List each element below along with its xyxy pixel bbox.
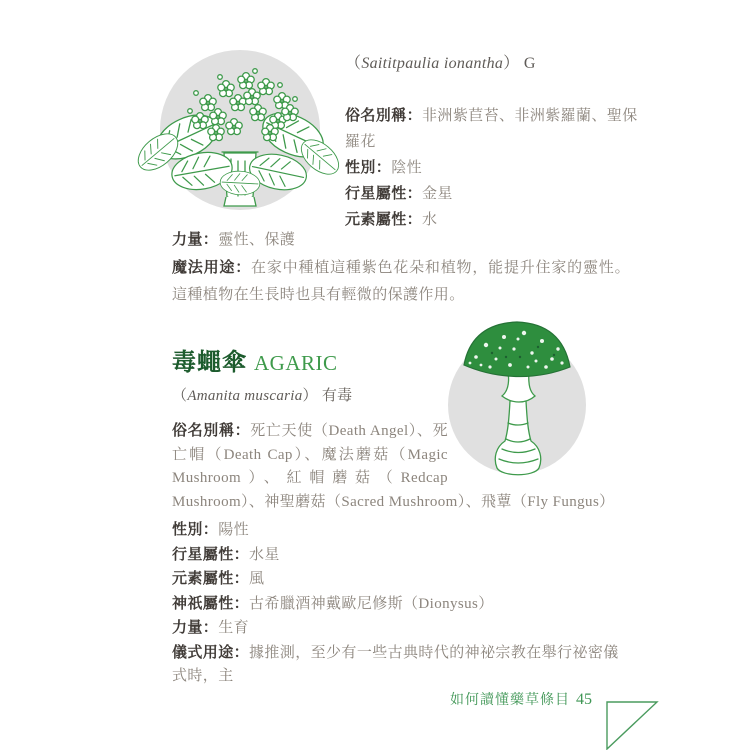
violet-latin-name	[345, 50, 536, 73]
agaric-header	[172, 342, 352, 405]
field-common-names: 俗名別稱：非洲紫苣苔、非洲紫羅蘭、聖保羅花	[345, 107, 638, 150]
paren-open: （	[345, 55, 362, 72]
african-violet-illustration	[130, 45, 350, 220]
footer-section-title: 如何讀懂藥草條目	[450, 691, 570, 707]
field-magical-uses: 魔法用途：在家中種植這種紫色花朵和植物，能提升住家的靈性。這種植物在生長時也具有輕微的保護作用。	[172, 259, 630, 303]
agaric-body	[172, 419, 630, 689]
field-planet: 行星屬性：金星	[345, 185, 453, 202]
paren-close: ）	[503, 55, 520, 72]
illustration-wrap-spacer	[448, 419, 630, 490]
paren-open: （	[172, 388, 188, 404]
violet-fields	[345, 103, 639, 233]
agaric-title-zh: 毒蠅傘	[172, 349, 247, 376]
agaric-binomial: Amanita muscaria	[187, 388, 303, 404]
field-gender: 性別：陽性	[172, 521, 250, 538]
violet-latin-suffix: G	[523, 55, 536, 72]
field-powers: 力量：靈性、保護	[172, 231, 296, 248]
field-element: 元素屬性：水	[345, 211, 438, 228]
field-powers: 力量：生育	[172, 619, 250, 636]
field-gender: 性別：陰性	[345, 159, 423, 176]
violet-bottom-fields	[172, 226, 630, 309]
agaric-title	[172, 342, 352, 377]
paren-close: ）	[302, 388, 318, 404]
agaric-title-en: AGARIC	[254, 351, 338, 375]
agaric-latin-name	[172, 384, 352, 405]
violet-binomial: Saititpaulia ionantha	[361, 55, 504, 72]
poison-warning: 有毒	[321, 387, 353, 404]
field-element: 元素屬性：風	[172, 570, 265, 587]
page-footer	[392, 689, 592, 709]
field-planet: 行星屬性：水星	[172, 545, 280, 563]
agaric-field-list	[172, 518, 630, 689]
field-ritual-uses: 儀式用途：據推測，至少有一些古典時代的神祕宗教在舉行祕密儀式時，主	[172, 643, 619, 684]
corner-triangle-icon	[606, 700, 660, 750]
footer-page-number: 45	[576, 691, 592, 708]
field-common-names: 俗名別稱：死亡天使（Death Angel）、死亡帽（Death Cap）、魔法蘑菇（Magic Mushroom）、紅帽蘑菇（Redcap Mushroom）、神聖蘑菇（Sacred Mushroom）、飛蕈（Fly Fungus）	[172, 419, 630, 514]
field-deity: 神祇屬性：古希臘酒神戴歐尼修斯（Dionysus）	[172, 594, 494, 612]
